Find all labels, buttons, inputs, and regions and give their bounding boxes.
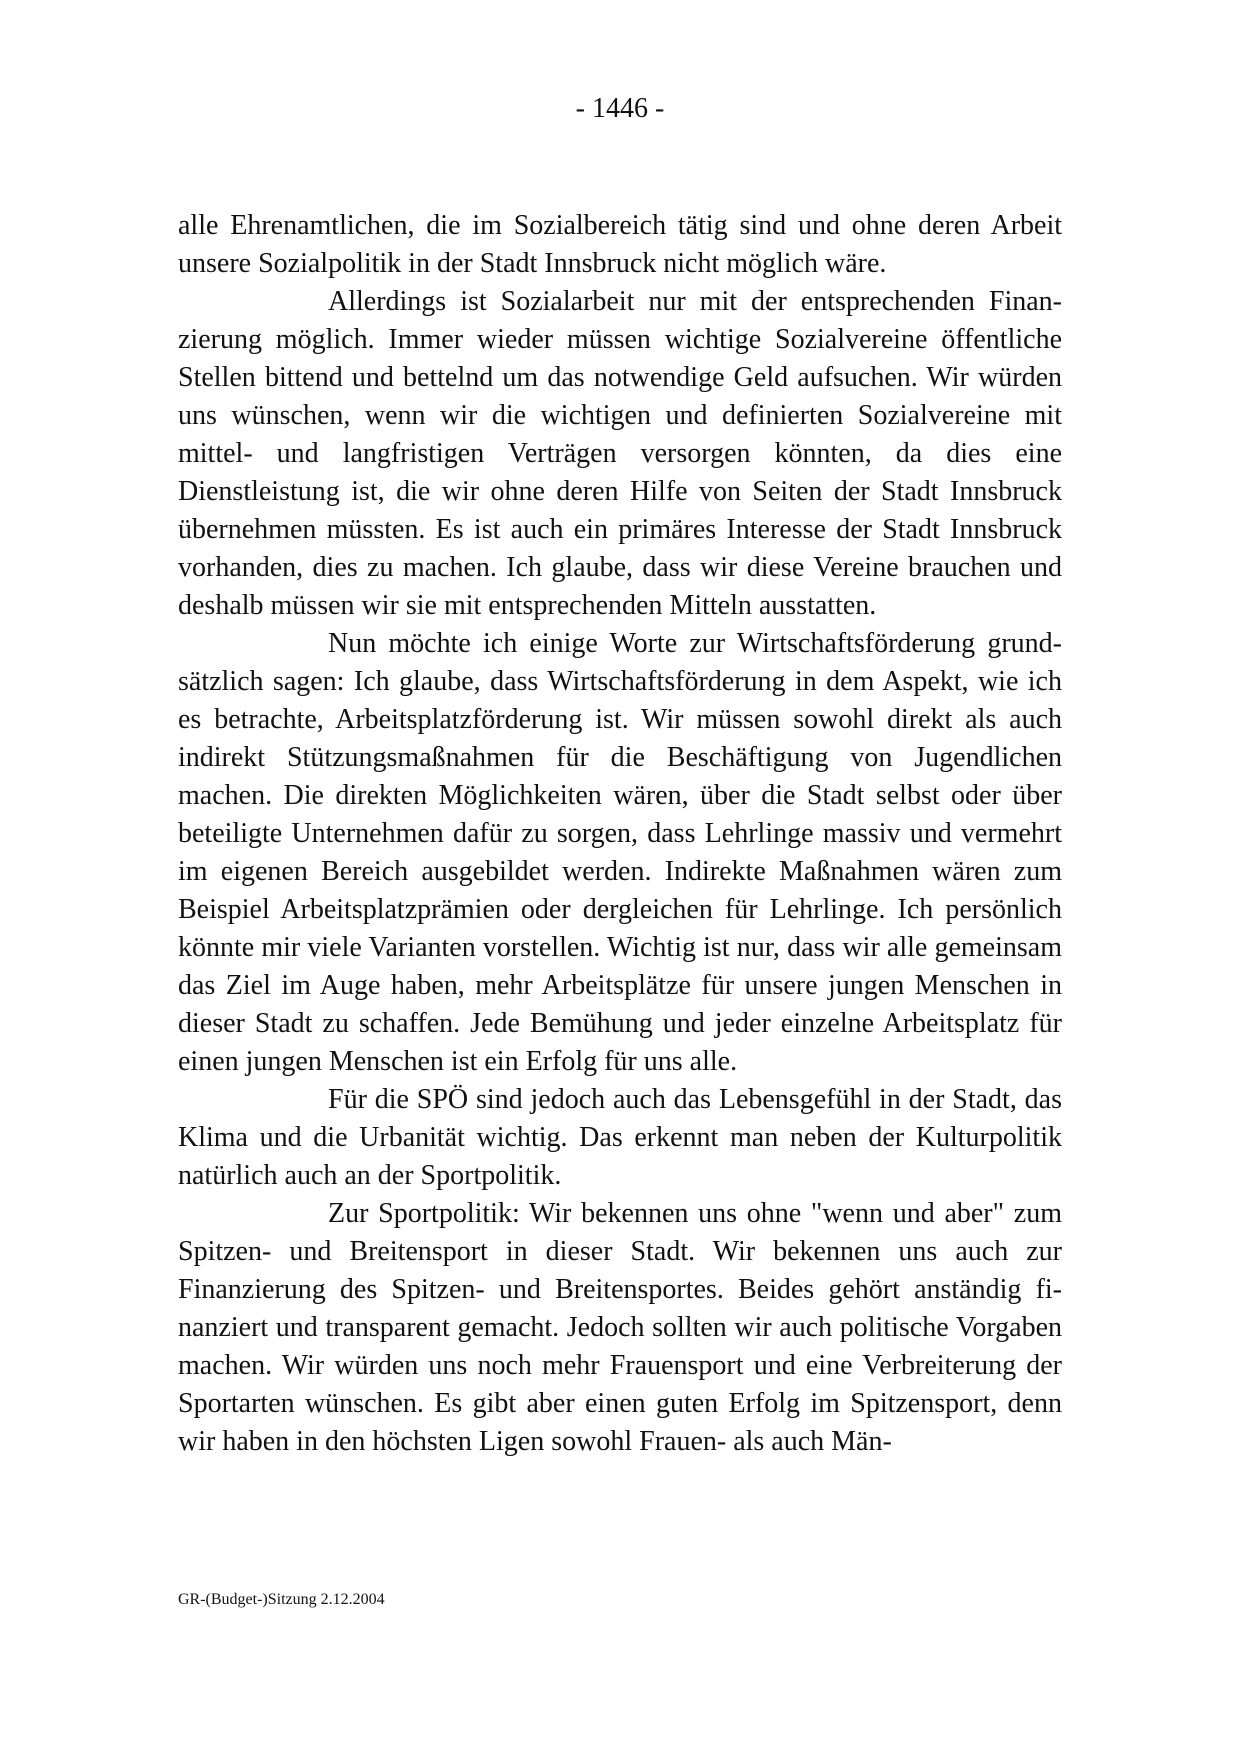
paragraph-4: Für die SPÖ sind jedoch auch das Lebensgefühl in der Stadt, das Klima und die Urbanität wichtig. Das erkennt man neben der Kulturpolitik natürlich auch an der Sportpolitik. (178, 1084, 1062, 1191)
page-number: - 1446 - (575, 93, 665, 124)
paragraph-2: Allerdings ist Sozialarbeit nur mit der entsprechenden Finanzierung möglich. Immer wieder müssen wichtige Sozialvereine öffentliche Stellen bittend und bettelnd um das notwendige Geld aufsuchen. Wir würden uns wünschen, wenn wir die wichtigen und definierten Sozialvereine mit mittel- und langfristigen Verträgen versorgen könnten, da dies eine Dienstleistung ist, die wir ohne deren Hilfe von Seiten der Stadt Innsbruck übernehmen müssten. Es ist auch ein primäres Interesse der Stadt Innsbruck vorhanden, dies zu machen. Ich glaube, dass wir diese Vereine brauchen und deshalb müssen wir sie mit entsprechenden Mitteln ausstatten. (178, 286, 1062, 621)
paragraph-3: Nun möchte ich einige Worte zur Wirtschaftsförderung grundsätzlich sagen: Ich glaube, dass Wirtschaftsförderung in dem Aspekt, wie ich es betrachte, Arbeitsplatzförderung ist. Wir müssen sowohl direkt als auch indirekt Stützungsmaßnahmen für die Beschäftigung von Jugendlichen machen. Die direkten Möglichkeiten wären, über die Stadt selbst oder über beteiligte Unternehmen dafür zu sorgen, dass Lehrlinge massiv und vermehrt im eigenen Bereich ausgebildet werden. Indirekte Maßnahmen wären zum Beispiel Arbeitsplatzprämien oder dergleichen für Lehrlinge. Ich persönlich könnte mir viele Varianten vorstellen. Wichtig ist nur, dass wir alle gemeinsam das Ziel im Auge haben, mehr Arbeitsplätze für unsere jungen Menschen in dieser Stadt zu schaffen. Jede Bemühung und jeder einzelne Arbeitsplatz für einen jungen Menschen ist ein Erfolg für uns alle. (178, 628, 1062, 1077)
paragraph-5: Zur Sportpolitik: Wir bekennen uns ohne "wenn und aber" zum Spitzen- und Breitensport in dieser Stadt. Wir bekennen uns auch zur Finanzierung des Spitzen- und Breitensportes. Beides gehört anständig finanziert und transparent gemacht. Jedoch sollten wir auch politische Vorgaben machen. Wir würden uns noch mehr Frauensport und eine Verbreiterung der Sportarten wünschen. Es gibt aber einen guten Erfolg im Spitzensport, denn wir haben in den höchsten Ligen sowohl Frauen- als auch Män- (178, 1198, 1062, 1457)
body-text (178, 207, 1062, 1461)
footer-session-label: GR-(Budget-)Sitzung 2.12.2004 (178, 1591, 385, 1608)
paragraph-1: alle Ehrenamtlichen, die im Sozialbereich tätig sind und ohne deren Arbeit unsere Sozialpolitik in der Stadt Innsbruck nicht möglich wäre. (178, 210, 1062, 279)
